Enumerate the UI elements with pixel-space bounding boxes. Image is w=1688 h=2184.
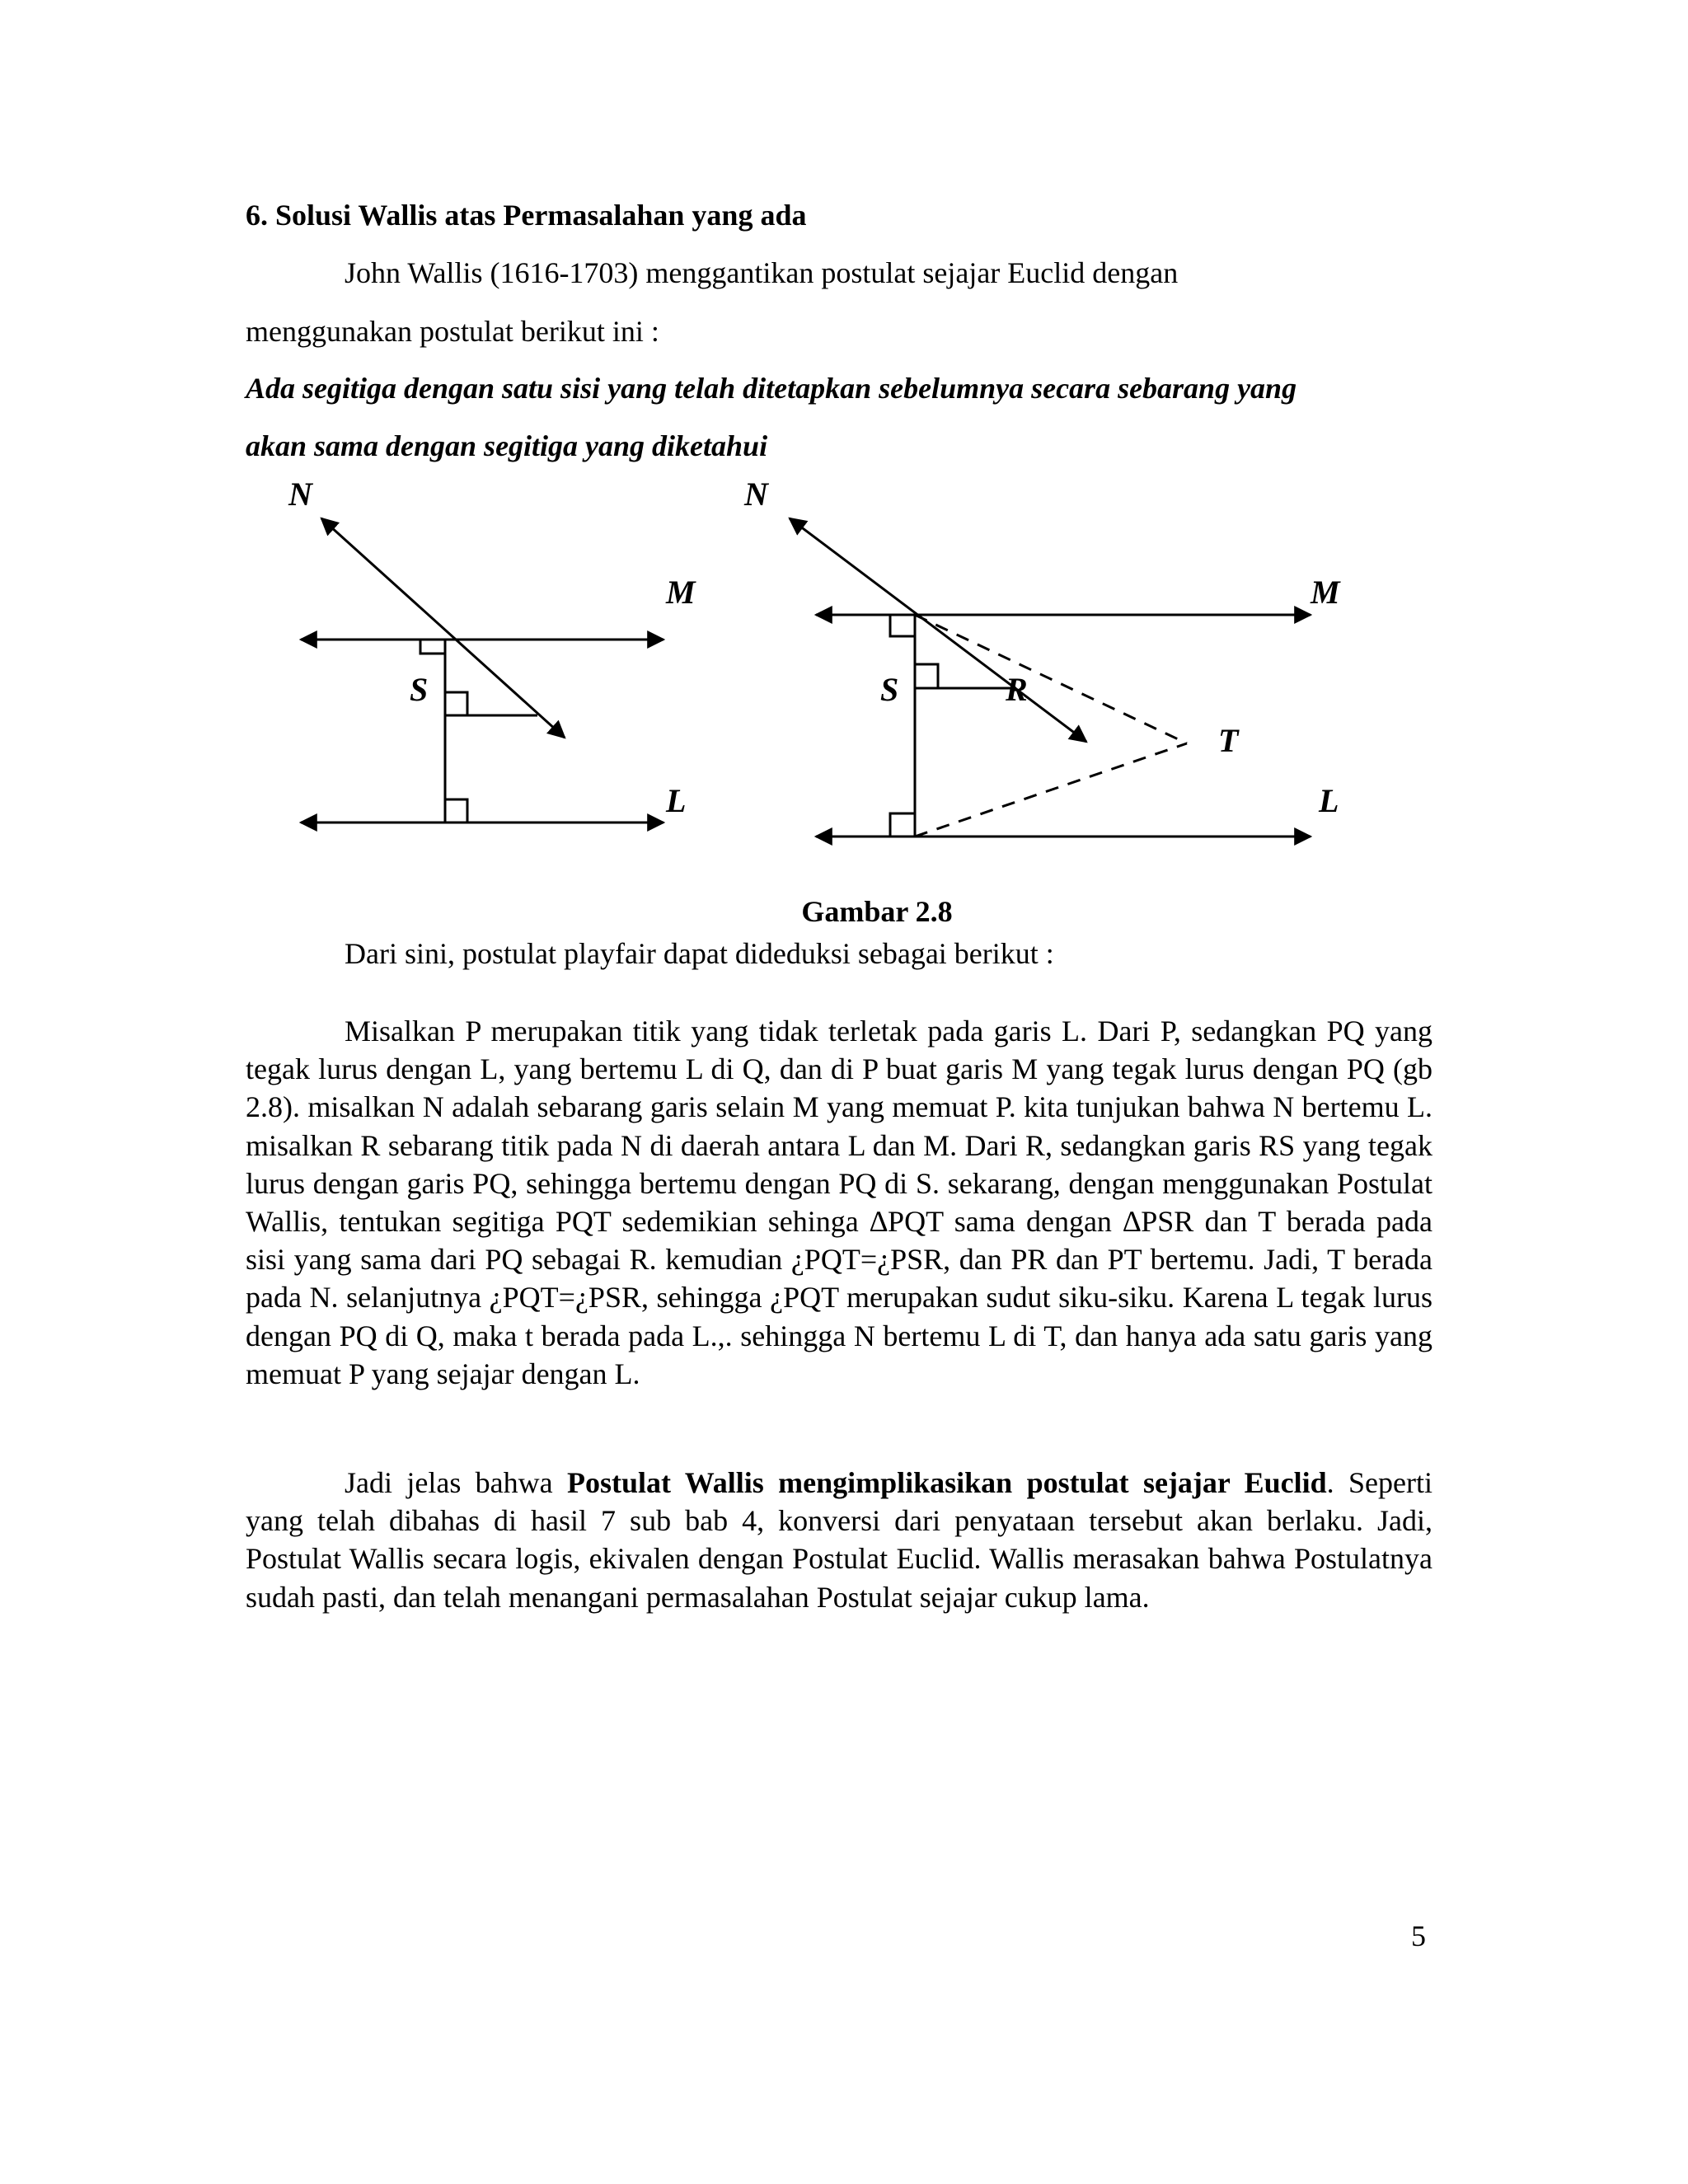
section-heading: 6. Solusi Wallis atas Permasalahan yang ada xyxy=(246,199,807,232)
right-dashed-pt xyxy=(915,615,1187,743)
figure-caption: Gambar 2.8 xyxy=(801,895,953,928)
right-right-angle-p xyxy=(890,615,915,636)
right-label-s: S xyxy=(880,671,899,708)
left-right-angle-s xyxy=(445,692,467,715)
conclusion-emphasis: Postulat Wallis mengimplikasikan postulat sejajar Euclid xyxy=(567,1466,1327,1499)
intro-line-2: menggunakan postulat berikut ini : xyxy=(246,315,659,348)
left-diagram xyxy=(288,478,696,823)
postulate-line-1: Ada segitiga dengan satu sisi yang telah ditetapkan sebelumnya secara sebarang yang xyxy=(246,372,1297,405)
paragraph-proof: Misalkan P merupakan titik yang tidak terletak pada garis L. Dari P, sedangkan PQ yang tegak lurus dengan L, yang bertemu L di Q, dan di P buat garis M yang tegak lurus dengan PQ (gb 2.8). misalkan N adalah sebarang garis selain M yang memuat P. kita tunjukan bahwa N bertemu L. misalkan R sebarang titik pada N di daerah antara L dan M. Dari R, sedangkan garis RS yang tegak lurus dengan garis PQ, sehingga bertemu dengan PQ di S. sekarang, dengan menggunakan Postulat Wallis, tentukan segitiga PQT sedemikian sehinga ∆PQT sama dengan ∆PSR dan T berada pada sisi yang sama dari PQ sebagai R. kemudian ¿PQT=¿PSR, dan PR dan PT bertemu. Jadi, T berada pada N. selanjutnya ¿PQT=¿PSR, sehingga ¿PQT merupakan sudut siku-siku. Karena L tegak lurus dengan PQ di Q, maka t berada pada L.,. sehingga N bertemu L di T, dan hanya ada satu garis yang memuat P yang sejajar dengan L. xyxy=(246,1015,1432,1390)
right-label-m: M xyxy=(1311,574,1340,611)
conclusion-rest: . Seperti yang telah dibahas di hasil 7 sub bab 4, konversi dari penyataan tersebut akan berlaku. Jadi, Postulat Wallis secara logis, ekivalen dengan Postulat Euclid. Wallis merasakan bahwa Postulatnya sudah pasti, dan telah menangani permasalahan Postulat sejajar cukup lama. xyxy=(246,1466,1432,1614)
left-label-n: N xyxy=(288,478,312,513)
right-line-n xyxy=(790,518,1086,742)
right-diagram xyxy=(743,478,1341,837)
left-label-l: L xyxy=(666,782,687,819)
left-line-n xyxy=(321,518,565,738)
conclusion-lead: Jadi jelas bahwa xyxy=(345,1466,568,1499)
right-right-angle-s xyxy=(915,664,938,688)
geometry-diagram xyxy=(0,478,1688,857)
right-label-r: R xyxy=(1006,671,1028,708)
right-label-n: N xyxy=(744,478,768,513)
paragraph-conclusion xyxy=(246,1464,1432,1616)
right-label-t: T xyxy=(1218,722,1239,759)
left-right-angle-q xyxy=(445,799,467,823)
right-label-l: L xyxy=(1319,782,1339,819)
left-label-s: S xyxy=(410,671,429,708)
deduce-line: Dari sini, postulat playfair dapat dideduksi sebagai berikut : xyxy=(345,937,1054,970)
right-right-angle-q xyxy=(890,813,915,837)
postulate-line-2: akan sama dengan segitiga yang diketahui xyxy=(246,429,768,462)
left-right-angle-p xyxy=(420,640,445,654)
figure-2-8 xyxy=(0,478,1688,857)
right-dashed-qt xyxy=(915,743,1187,837)
left-label-m: M xyxy=(666,574,696,611)
page-number: 5 xyxy=(1411,1919,1426,1952)
intro-line-1: John Wallis (1616-1703) menggantikan postulat sejajar Euclid dengan xyxy=(345,256,1179,289)
